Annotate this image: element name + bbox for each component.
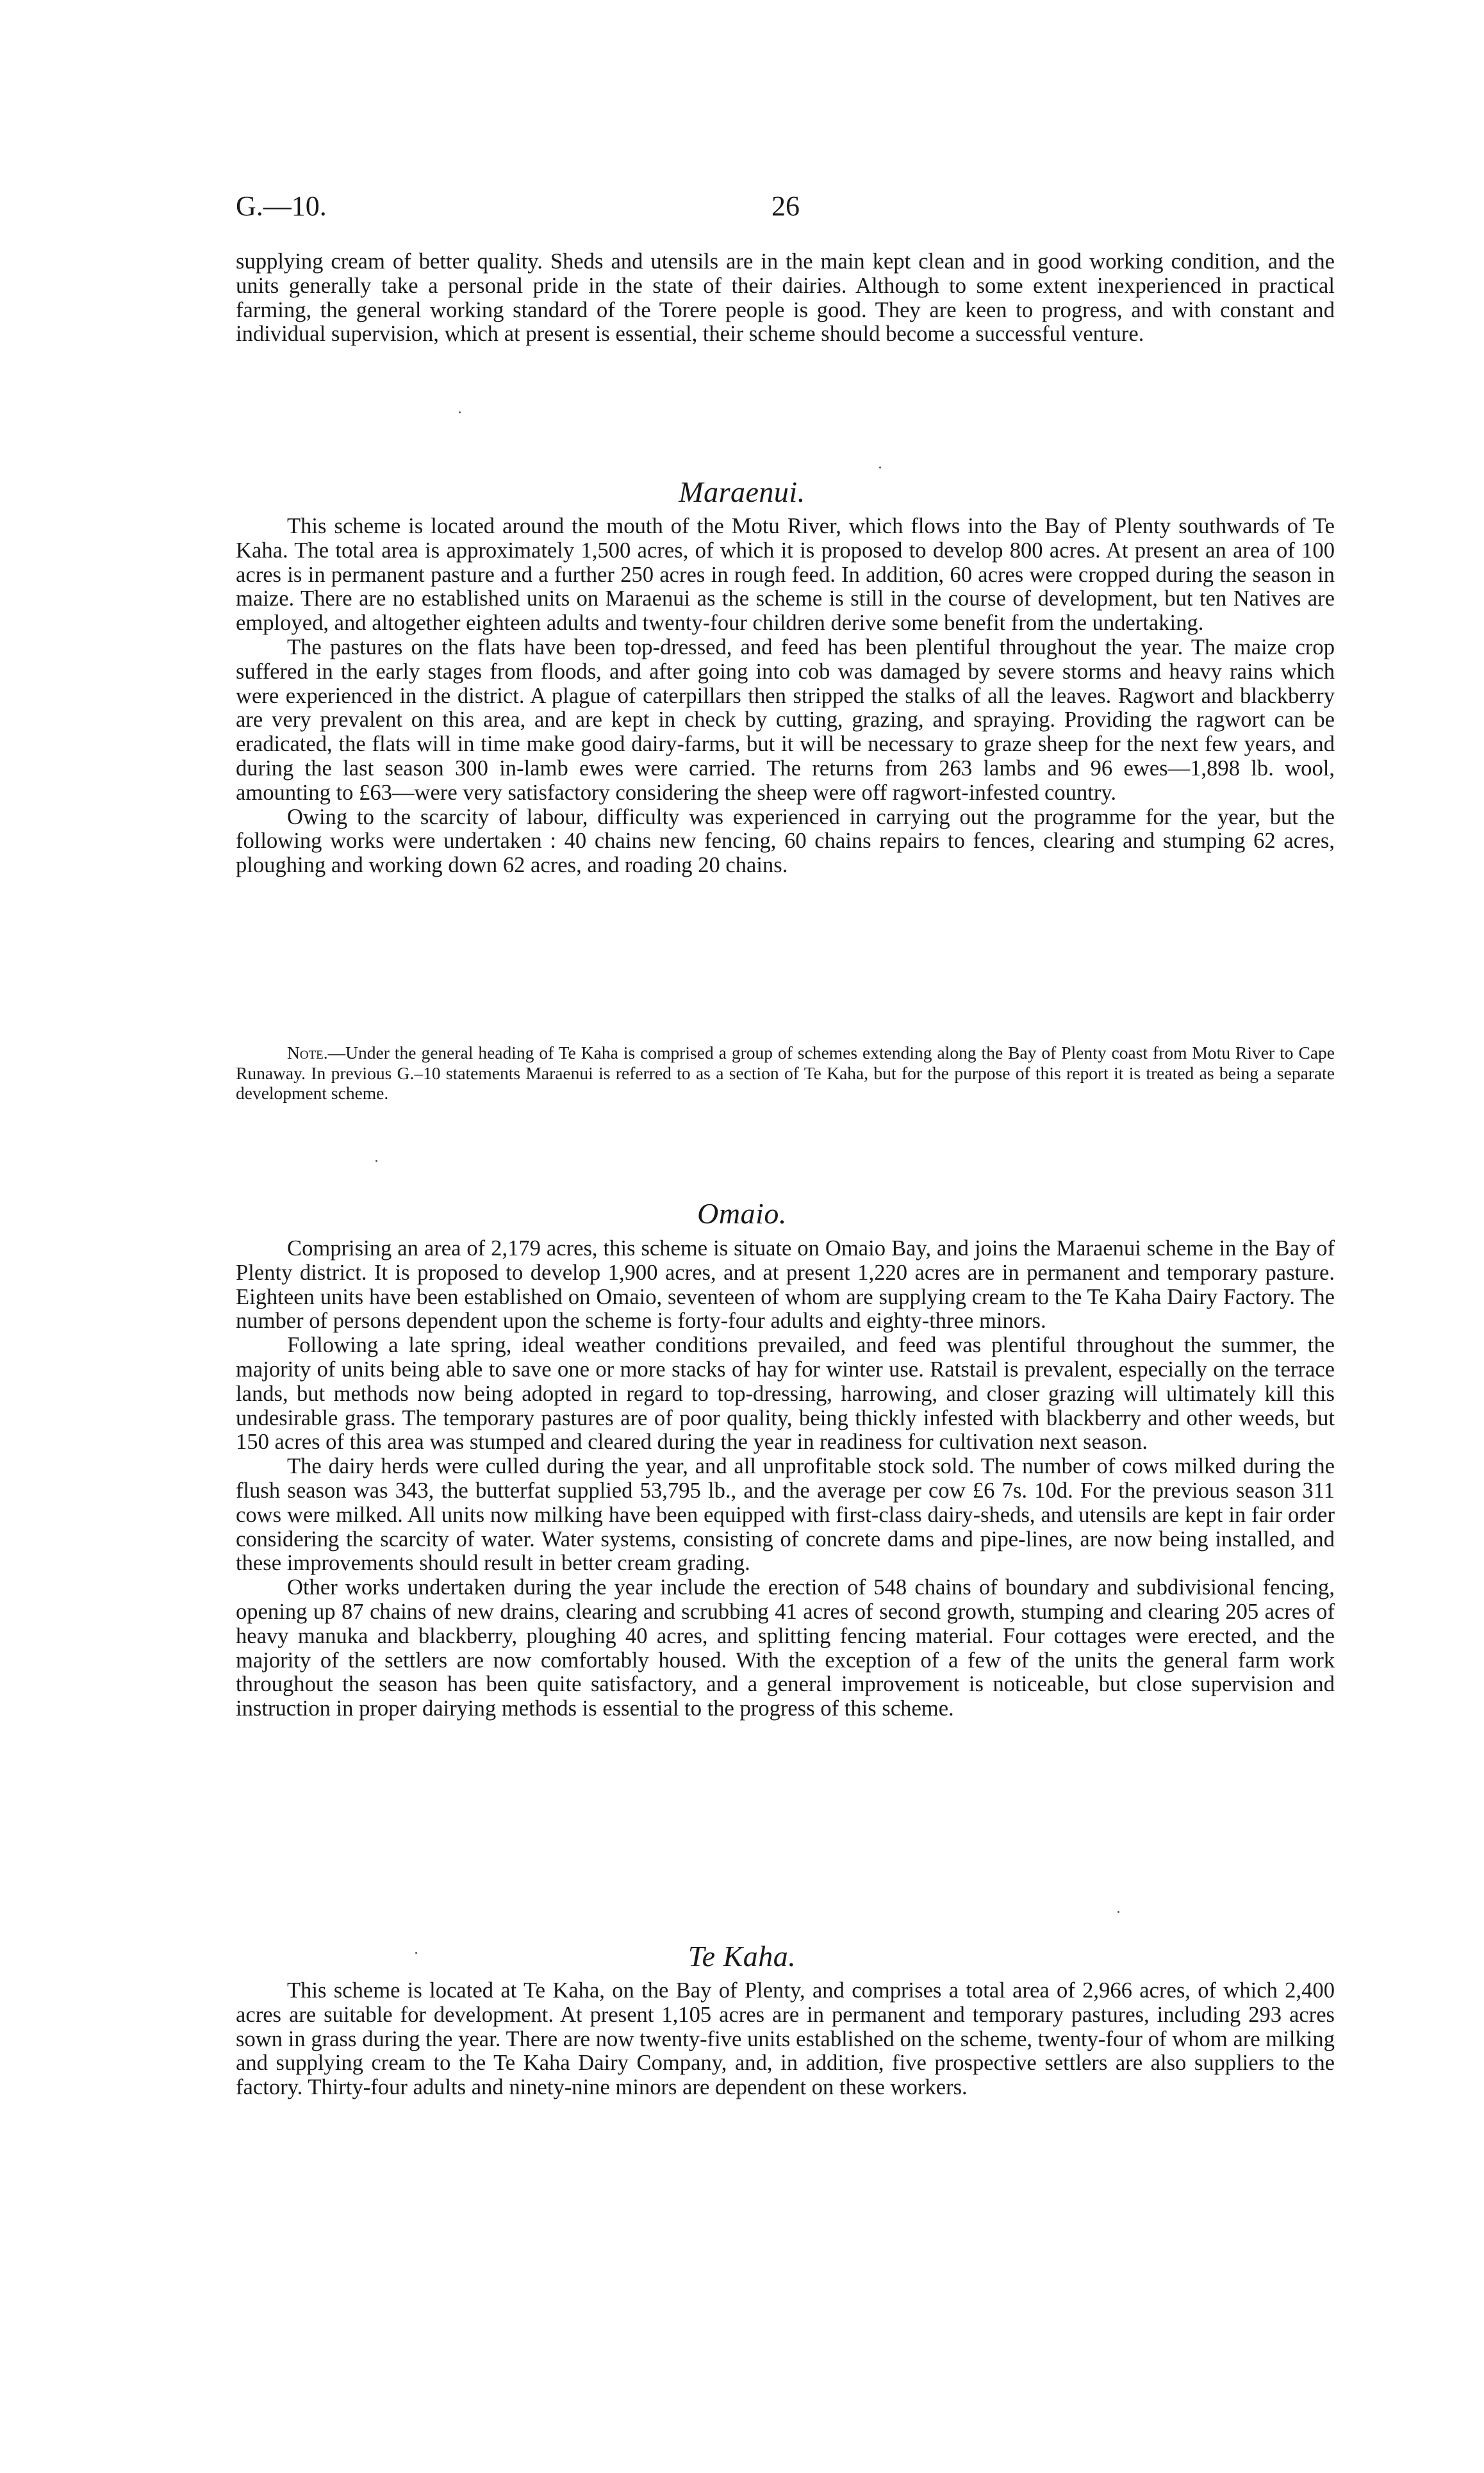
section-heading-te-kaha: Te Kaha. xyxy=(688,1940,796,1973)
paragraph: Comprising an area of 2,179 acres, this scheme is situate on Omaio Bay, and joins the Maraenui scheme in the Bay of Plenty district. It is proposed to develop 1,900 acres, and at present 1,220 acres are in permanent and temporary pasture. Eighteen units have been established on Omaio, seventeen of whom are supplying cream to the Te Kaha Dairy Factory. The number of persons dependent upon the scheme is forty-four adults and eighty-three minors. xyxy=(236,1236,1335,1334)
section-heading-maraenui: Maraenui. xyxy=(679,476,805,508)
paragraph: The dairy herds were culled during the year, and all unprofitable stock sold. The number of cows milked during the flush season was 343, the butterfat supplied 53,795 lb., and the average per cow £6 7s. 10d. For the previous season 311 cows were milked. All units now milking have been equipped with first-class dairy-sheds, and utensils are kept in fair order considering the scarcity of water. Water systems, consisting of concrete dams and pipe-lines, are now being installed, and these improvements should result in better cream grading. xyxy=(236,1454,1335,1576)
scan-speck xyxy=(375,1160,377,1162)
paragraph: This scheme is located at Te Kaha, on the Bay of Plenty, and comprises a total area of 2,966 acres, of which 2,400 acres are suitable for development. At present 1,105 acres are in permanent and temporary pastures, including 293 acres sown in grass during the year. There are now twenty-five units established on the scheme, twenty-four of whom are milking and supplying cream to the Te Kaha Dairy Company, and, in addition, five prospective settlers are also suppliers to the factory. Thirty-four adults and ninety-nine minors are dependent on these workers. xyxy=(236,1978,1335,2100)
footnote xyxy=(236,1043,1335,1104)
section-heading-omaio: Omaio. xyxy=(697,1197,787,1230)
note-label: Note. xyxy=(287,1043,328,1063)
paragraph: The pastures on the flats have been top-dressed, and feed has been plentiful throughout the year. The maize crop suffered in the early stages from floods, and after going into cob was damaged by severe storms and heavy rains which were experienced in the district. A plague of caterpillars then stripped the stalks of all the leaves. Ragwort and blackberry are very prevalent on this area, and are kept in check by cutting, grazing, and spraying. Providing the ragwort can be eradicated, the flats will in time make good dairy-farms, but it will be necessary to graze sheep for the next few years, and during the last season 300 in-lamb ewes were carried. The returns from 263 lambs and 96 ewes—1,898 lb. wool, amounting to £63—were very satisfactory considering the sheep were off ragwort-infested country. xyxy=(236,634,1335,805)
scan-speck xyxy=(459,411,461,413)
omaio-section xyxy=(236,1237,1335,1721)
paragraph: supplying cream of better quality. Sheds and utensils are in the main kept clean and in good working condition, and the units generally take a personal pride in the state of their dairies. Although to some extent inexperienced in practical farming, the general working standard of the Torere people is good. They are keen to progress, and with constant and individual supervision, which at present is essential, their scheme should become a successful venture. xyxy=(236,249,1335,347)
te-kaha-section xyxy=(236,1979,1335,2100)
scan-speck xyxy=(415,1952,417,1954)
paragraph: Following a late spring, ideal weather conditions prevailed, and feed was plentiful throughout the summer, the majority of units being able to save one or more stacks of hay for winter use. Ratstail is prevalent, especially on the terrace lands, but methods now being adopted in regard to top-dressing, harrowing, and closer grazing will ultimately kill this undesirable grass. The temporary pastures are of poor quality, being thickly infested with blackberry and other weeds, but 150 acres of this area was stumped and cleared during the year in readiness for cultivation next season. xyxy=(236,1333,1335,1455)
paragraph: This scheme is located around the mouth of the Motu River, which flows into the Bay of Plenty southwards of Te Kaha. The total area is approximately 1,500 acres, of which it is proposed to develop 800 acres. At present an area of 100 acres is in permanent pasture and a further 250 acres in rough feed. In addition, 60 acres were cropped during the season in maize. There are no established units on Maraenui as the scheme is still in the course of development, but ten Natives are employed, and altogether eighteen adults and twenty-four children derive some benefit from the undertaking. xyxy=(236,514,1335,636)
paragraph: Owing to the scarcity of labour, difficulty was experienced in carrying out the programme for the year, but the following works were undertaken : 40 chains new fencing, 60 chains repairs to fences, clearing and stumping 62 acres, ploughing and working down 62 acres, and roading 20 chains. xyxy=(236,804,1335,878)
note-text: —Under the general heading of Te Kaha is comprised a group of schemes extending along the Bay of Plenty coast from Motu River to Cape Runaway. In previous G.–10 statements Maraenui is referred to as a section of Te Kaha, but for the purpose of this report it is treated as being a separate development scheme. xyxy=(236,1043,1335,1103)
scan-speck xyxy=(1117,1911,1119,1913)
intro-section xyxy=(236,250,1335,347)
paragraph: Other works undertaken during the year include the erection of 548 chains of boundary and subdivisional fencing, opening up 87 chains of new drains, clearing and scrubbing 41 acres of second growth, stumping and clearing 205 acres of heavy manuka and blackberry, ploughing 40 acres, and splitting fencing material. Four cottages were erected, and the majority of the settlers are now comfortably housed. With the exception of a few of the units the general farm work throughout the season has been quite satisfactory, and a general improvement is noticeable, but close supervision and instruction in proper dairying methods is essential to the progress of this scheme. xyxy=(236,1575,1335,1721)
maraenui-section xyxy=(236,515,1335,878)
page-number: 26 xyxy=(771,190,800,222)
document-reference: G.—10. xyxy=(236,190,327,222)
scan-speck xyxy=(879,467,881,468)
